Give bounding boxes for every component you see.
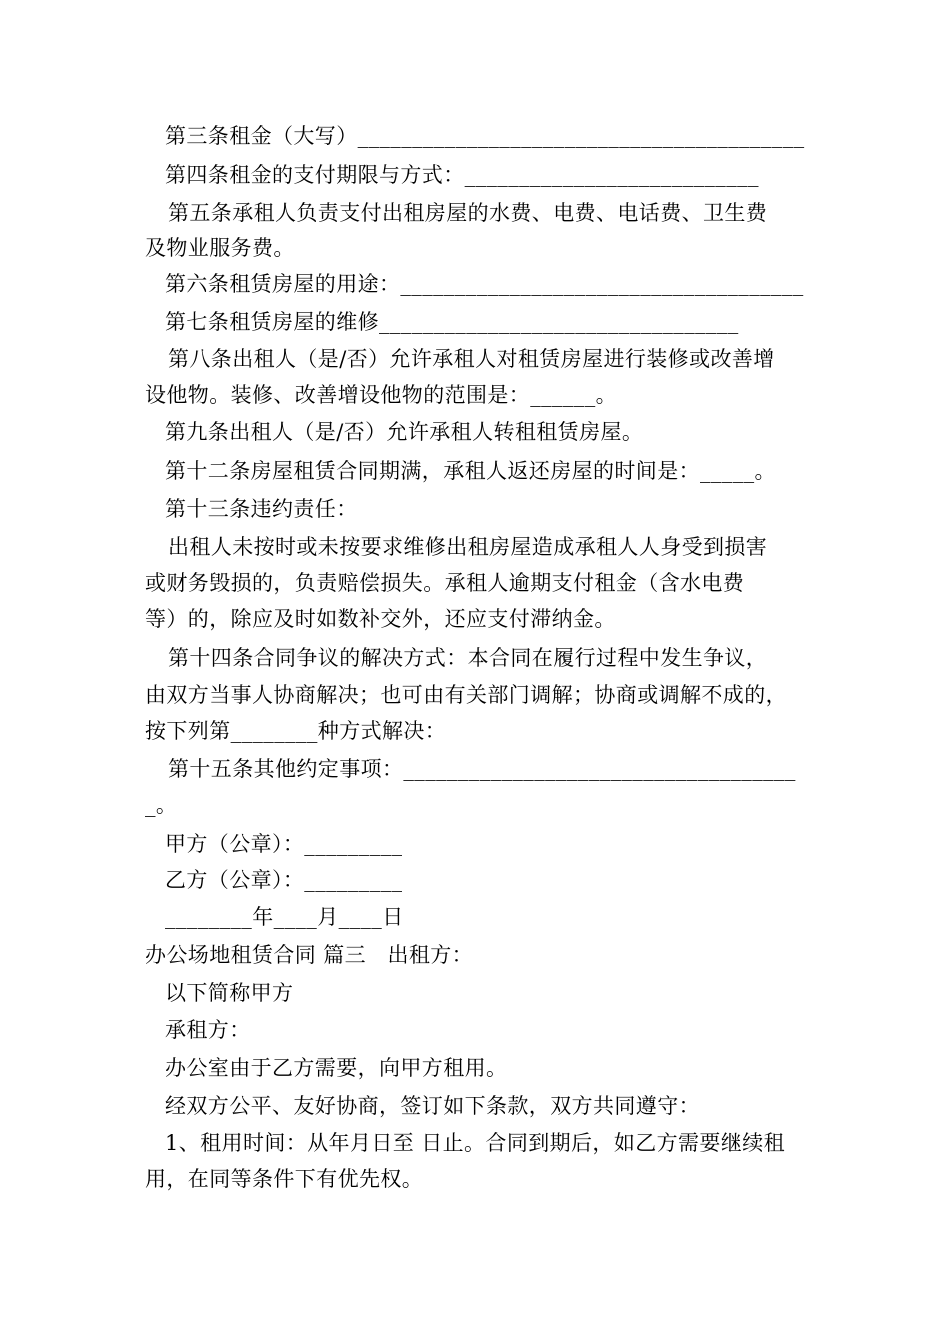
text-line: 办公室由于乙方需要，向甲方租用。: [165, 1056, 508, 1080]
text-line: 以下简称甲方: [165, 981, 294, 1005]
text-line: 办公场地租赁合同 篇三 出租方：: [145, 943, 474, 967]
text-line: 出租人未按时或未按要求维修出租房屋造成承租人人身受到损害: [168, 535, 768, 559]
text-line: 承租方：: [165, 1018, 251, 1042]
text-line: 由双方当事人协商解决；也可由有关部门调解；协商或调解不成的，: [145, 683, 787, 707]
text-line: 第六条租赁房屋的用途：_____________________________________: [165, 272, 804, 296]
text-line: 第十四条合同争议的解决方式：本合同在履行过程中发生争议，: [168, 646, 768, 670]
text-line: 经双方公平、友好协商，签订如下条款，双方共同遵守：: [165, 1094, 700, 1118]
text-line: 乙方（公章）：_________: [165, 868, 403, 892]
text-line: 第七条租赁房屋的维修_________________________________: [165, 310, 739, 334]
text-line: 及物业服务费。: [145, 236, 295, 260]
text-line: _。: [145, 793, 178, 817]
text-line: 第三条租金（大写）_________________________________________: [165, 124, 805, 148]
text-line: 按下列第________种方式解决：: [145, 719, 447, 743]
text-line: 或财务毁损的，负责赔偿损失。承租人逾期支付租金（含水电费: [145, 571, 745, 595]
text-line: 第八条出租人（是/否）允许承租人对租赁房屋进行装修或改善增: [168, 347, 775, 371]
text-line: 第五条承租人负责支付出租房屋的水费、电费、电话费、卫生费: [168, 201, 768, 225]
text-line: 等）的，除应及时如数补交外，还应支付滞纳金。: [145, 607, 616, 631]
text-line: 第十二条房屋租赁合同期满，承租人返还房屋的时间是：_____。: [165, 459, 776, 483]
text-line: 用，在同等条件下有优先权。: [145, 1167, 424, 1191]
text-line: 设他物。装修、改善增设他物的范围是：______。: [145, 383, 617, 407]
text-line: 第四条租金的支付期限与方式：___________________________: [165, 163, 759, 187]
text-line: ________年____月____日: [165, 905, 404, 929]
text-line: 第十三条违约责任：: [165, 497, 358, 521]
text-line: 第九条出租人（是/否）允许承租人转租租赁房屋。: [165, 420, 644, 444]
text-line: 甲方（公章）：_________: [165, 832, 403, 856]
text-line: 1、租用时间：从年月日至 日止。合同到期后，如乙方需要继续租: [165, 1131, 786, 1155]
text-line: 第十五条其他约定事项：____________________________________: [168, 757, 796, 781]
